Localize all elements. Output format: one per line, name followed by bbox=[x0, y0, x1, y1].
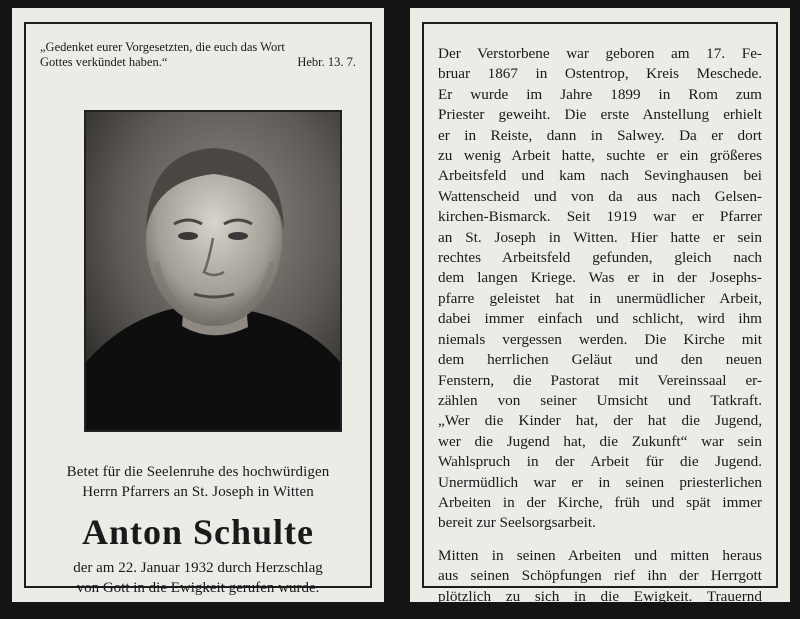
bio-line: pfarre geleistet hat in unermüdlicher Arbeit, bbox=[438, 289, 762, 307]
bio-line: kirchen-Bismarck. Seit 1919 war er Pfarrer bbox=[438, 208, 762, 226]
bio-line: Fenstern, die Pastorat mit Vereinssaal er- bbox=[438, 371, 762, 389]
bio-line: niemals vergessen werden. Die Kirche mit bbox=[438, 330, 762, 348]
motto-line-1: „Gedenket eurer Vorgesetzten, die euch das Wort bbox=[40, 40, 285, 54]
memorial-card-back bbox=[410, 8, 790, 605]
prayer-line-1: Betet für die Seelenruhe des hochwürdigen bbox=[66, 464, 330, 480]
bible-motto bbox=[40, 40, 356, 70]
bio-line: zu wenig Arbeit hatte, suchte er ein größeres bbox=[438, 147, 762, 165]
bio-line: Er wurde im Jahre 1899 in Rom zum bbox=[438, 85, 762, 103]
bio-line: Priester geweiht. Die erste Anstellung erhielt bbox=[438, 106, 762, 124]
bio-line: zählen von seiner Umsicht und Tatkraft. bbox=[438, 391, 762, 409]
bio-line: Unermüdlich war er in seinen priesterlichen bbox=[438, 473, 762, 491]
deceased-name: Anton Schulte bbox=[81, 512, 315, 552]
bio-line: wer die Jugend hat, die Zukunft“ war sein bbox=[438, 432, 762, 450]
bio-line: bruar 1867 in Ostentrop, Kreis Meschede. bbox=[438, 65, 762, 83]
bio-line: Wahlspruch in der Arbeit für die Jugend. bbox=[438, 453, 762, 471]
card-border bbox=[422, 22, 778, 605]
bio-line: Mitten in seinen Arbeiten und mitten heraus bbox=[438, 546, 762, 564]
death-notice bbox=[40, 558, 356, 598]
prayer-line-2: Herrn Pfarrers an St. Joseph in Witten bbox=[82, 484, 314, 500]
portrait-image bbox=[86, 112, 340, 430]
bio-line: dem herrlichen Geläut und den neuen bbox=[438, 351, 762, 369]
bio-line: plötzlich zu sich in die Ewigkeit. Trauernd bbox=[438, 587, 762, 605]
biography-text bbox=[438, 44, 762, 619]
bio-line: dabei immer einfach und schlicht, wird ihm bbox=[438, 310, 762, 328]
bio-line: er in Reiste, dann in Salwey. Da er dort bbox=[438, 126, 762, 144]
bio-line: Wattenscheid und von da aus nach Gelsen- bbox=[438, 187, 762, 205]
memorial-card-front bbox=[12, 8, 384, 602]
death-line-2: von Gott in die Ewigkeit gerufen wurde. bbox=[76, 580, 320, 596]
biography-paragraph-1 bbox=[438, 44, 762, 534]
motto-reference: Hebr. 13. 7. bbox=[297, 55, 356, 69]
prayer-text bbox=[40, 462, 356, 502]
bio-line: „Wer die Kinder hat, der hat die Jugend, bbox=[438, 412, 762, 430]
bio-line: Arbeitsfeld und kam nach Sevinghausen bei bbox=[438, 167, 762, 185]
motto-line-2: Gottes verkündet haben.“ bbox=[40, 55, 168, 69]
biography-paragraph-2 bbox=[438, 546, 762, 607]
bio-line: aus seinen Schöpfungen rief ihn der Herrgott bbox=[438, 567, 762, 585]
bio-line: rechtes Arbeitsfeld gefunden, gleich nach bbox=[438, 249, 762, 267]
portrait-photo bbox=[84, 110, 342, 432]
card-border bbox=[24, 22, 372, 596]
bio-line: dem langen Kriege. Was er in der Josephs- bbox=[438, 269, 762, 287]
bio-line: an St. Joseph in Witten. Hier hatte er sein bbox=[438, 228, 762, 246]
death-line-1: der am 22. Januar 1932 durch Herzschlag bbox=[73, 560, 323, 576]
bio-line: Arbeiten in der Kirche, früh und spät immer bbox=[438, 493, 762, 511]
bio-line: Der Verstorbene war geboren am 17. Fe- bbox=[438, 45, 762, 62]
bio-line: bereit zur Seelsorgsarbeit. bbox=[438, 514, 596, 532]
